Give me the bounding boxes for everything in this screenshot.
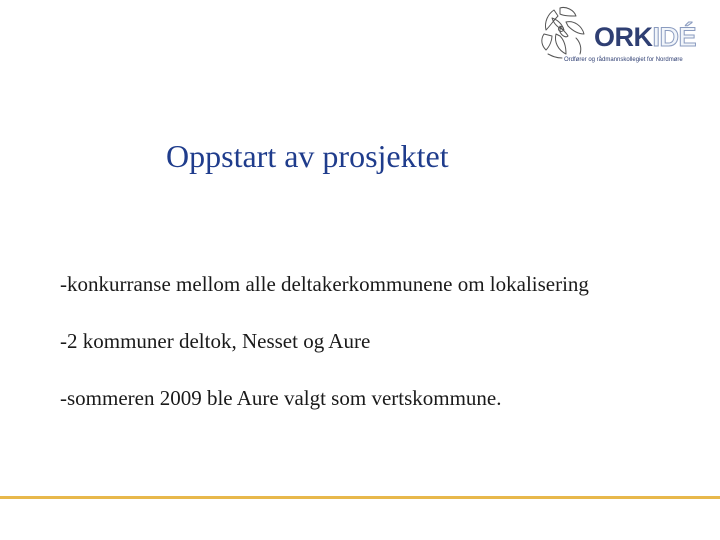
slide-title: Oppstart av prosjektet — [166, 138, 449, 174]
footer-divider — [0, 496, 720, 499]
bullet-list — [60, 270, 589, 441]
logo-wordmark-ork: ORK — [594, 22, 653, 52]
logo-wordmark-ide: IDÉ — [652, 22, 697, 52]
bullet-item: -konkurranse mellom alle deltakerkommunene om lokalisering — [60, 272, 589, 296]
bullet-item: -sommeren 2009 ble Aure valgt som vertskommune. — [60, 386, 502, 410]
orkide-logo — [536, 4, 716, 68]
logo-wordmark — [594, 24, 696, 51]
logo-tagline: Ordfører og rådmannskollegiet for Nordmøre — [564, 57, 683, 63]
bullet-item: -2 kommuner deltok, Nesset og Aure — [60, 329, 371, 353]
